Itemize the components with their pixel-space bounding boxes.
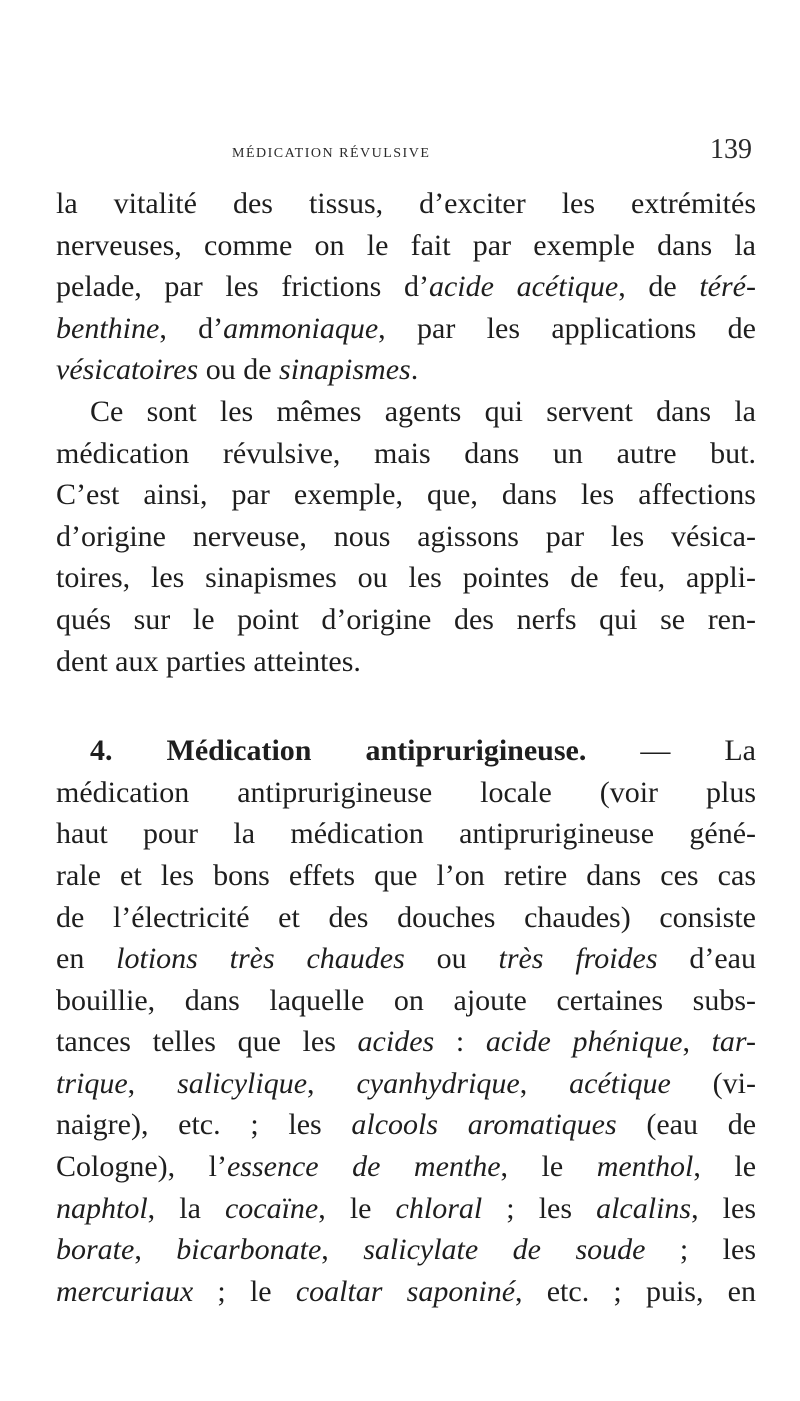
text-line: bouillie, dans laquelle on ajoute certaines subs- <box>56 983 756 1017</box>
text-line: dent aux parties atteintes. <box>56 644 361 678</box>
text-line: toires, les sinapismes ou les pointes de feu, appli- <box>56 561 756 595</box>
section-gap <box>56 682 756 730</box>
text-line: pelade, par les frictions d’acide acétique, de téré- <box>56 270 756 304</box>
section-title: 4. Médication antiprurigineuse. <box>90 734 587 768</box>
page-header <box>232 134 752 174</box>
body-text <box>56 183 756 1312</box>
running-title: médication révulsive <box>232 140 431 162</box>
text-line: d’origine nerveuse, nous agissons par les vésica- <box>56 519 756 553</box>
text-line: rale et les bons effets que l’on retire dans ces cas <box>56 858 756 892</box>
text-line: Ce sont les mêmes agents qui servent dans la <box>90 394 756 428</box>
text-line: C’est ainsi, par exemple, que, dans les affections <box>56 478 756 512</box>
text-line: médication antiprurigineuse locale (voir plus <box>56 775 756 809</box>
text-line: médication révulsive, mais dans un autre but. <box>56 436 756 470</box>
text-line: qués sur le point d’origine des nerfs qui se ren- <box>56 602 756 636</box>
text-line: tances telles que les acides : acide phénique, tar- <box>56 1025 756 1059</box>
section-heading-line: 4. Médication antiprurigineuse. — La <box>90 734 756 768</box>
page-number: 139 <box>710 134 752 165</box>
text-line: Cologne), l’essence de menthe, le menthol, le <box>56 1150 757 1184</box>
text-line: borate, bicarbonate, salicylate de soude ; les <box>56 1233 757 1267</box>
text-line: la vitalité des tissus, d’exciter les extrémités <box>56 187 756 220</box>
text-line: en lotions très chaudes ou très froides d’eau <box>56 942 756 976</box>
text-line: naigre), etc. ; les alcools aromatiques (eau de <box>56 1108 757 1142</box>
text-line: benthine, d’ammoniaque, par les applications de <box>56 311 756 345</box>
text-line: de l’électricité et des douches chaudes) consiste <box>56 900 756 934</box>
text-line: mercuriaux ; le coaltar saponiné, etc. ; puis, en <box>56 1274 756 1308</box>
text-line: nerveuses, comme on le fait par exemple dans la <box>56 228 756 262</box>
text-line: trique, salicylique, cyanhydrique, acétique (vi- <box>56 1066 756 1100</box>
text-line: vésicatoires ou de sinapismes. <box>56 353 419 387</box>
text-line: haut pour la médication antiprurigineuse géné- <box>56 817 756 851</box>
text-line: naphtol, la cocaïne, le chloral ; les alcalins, les <box>56 1191 756 1225</box>
